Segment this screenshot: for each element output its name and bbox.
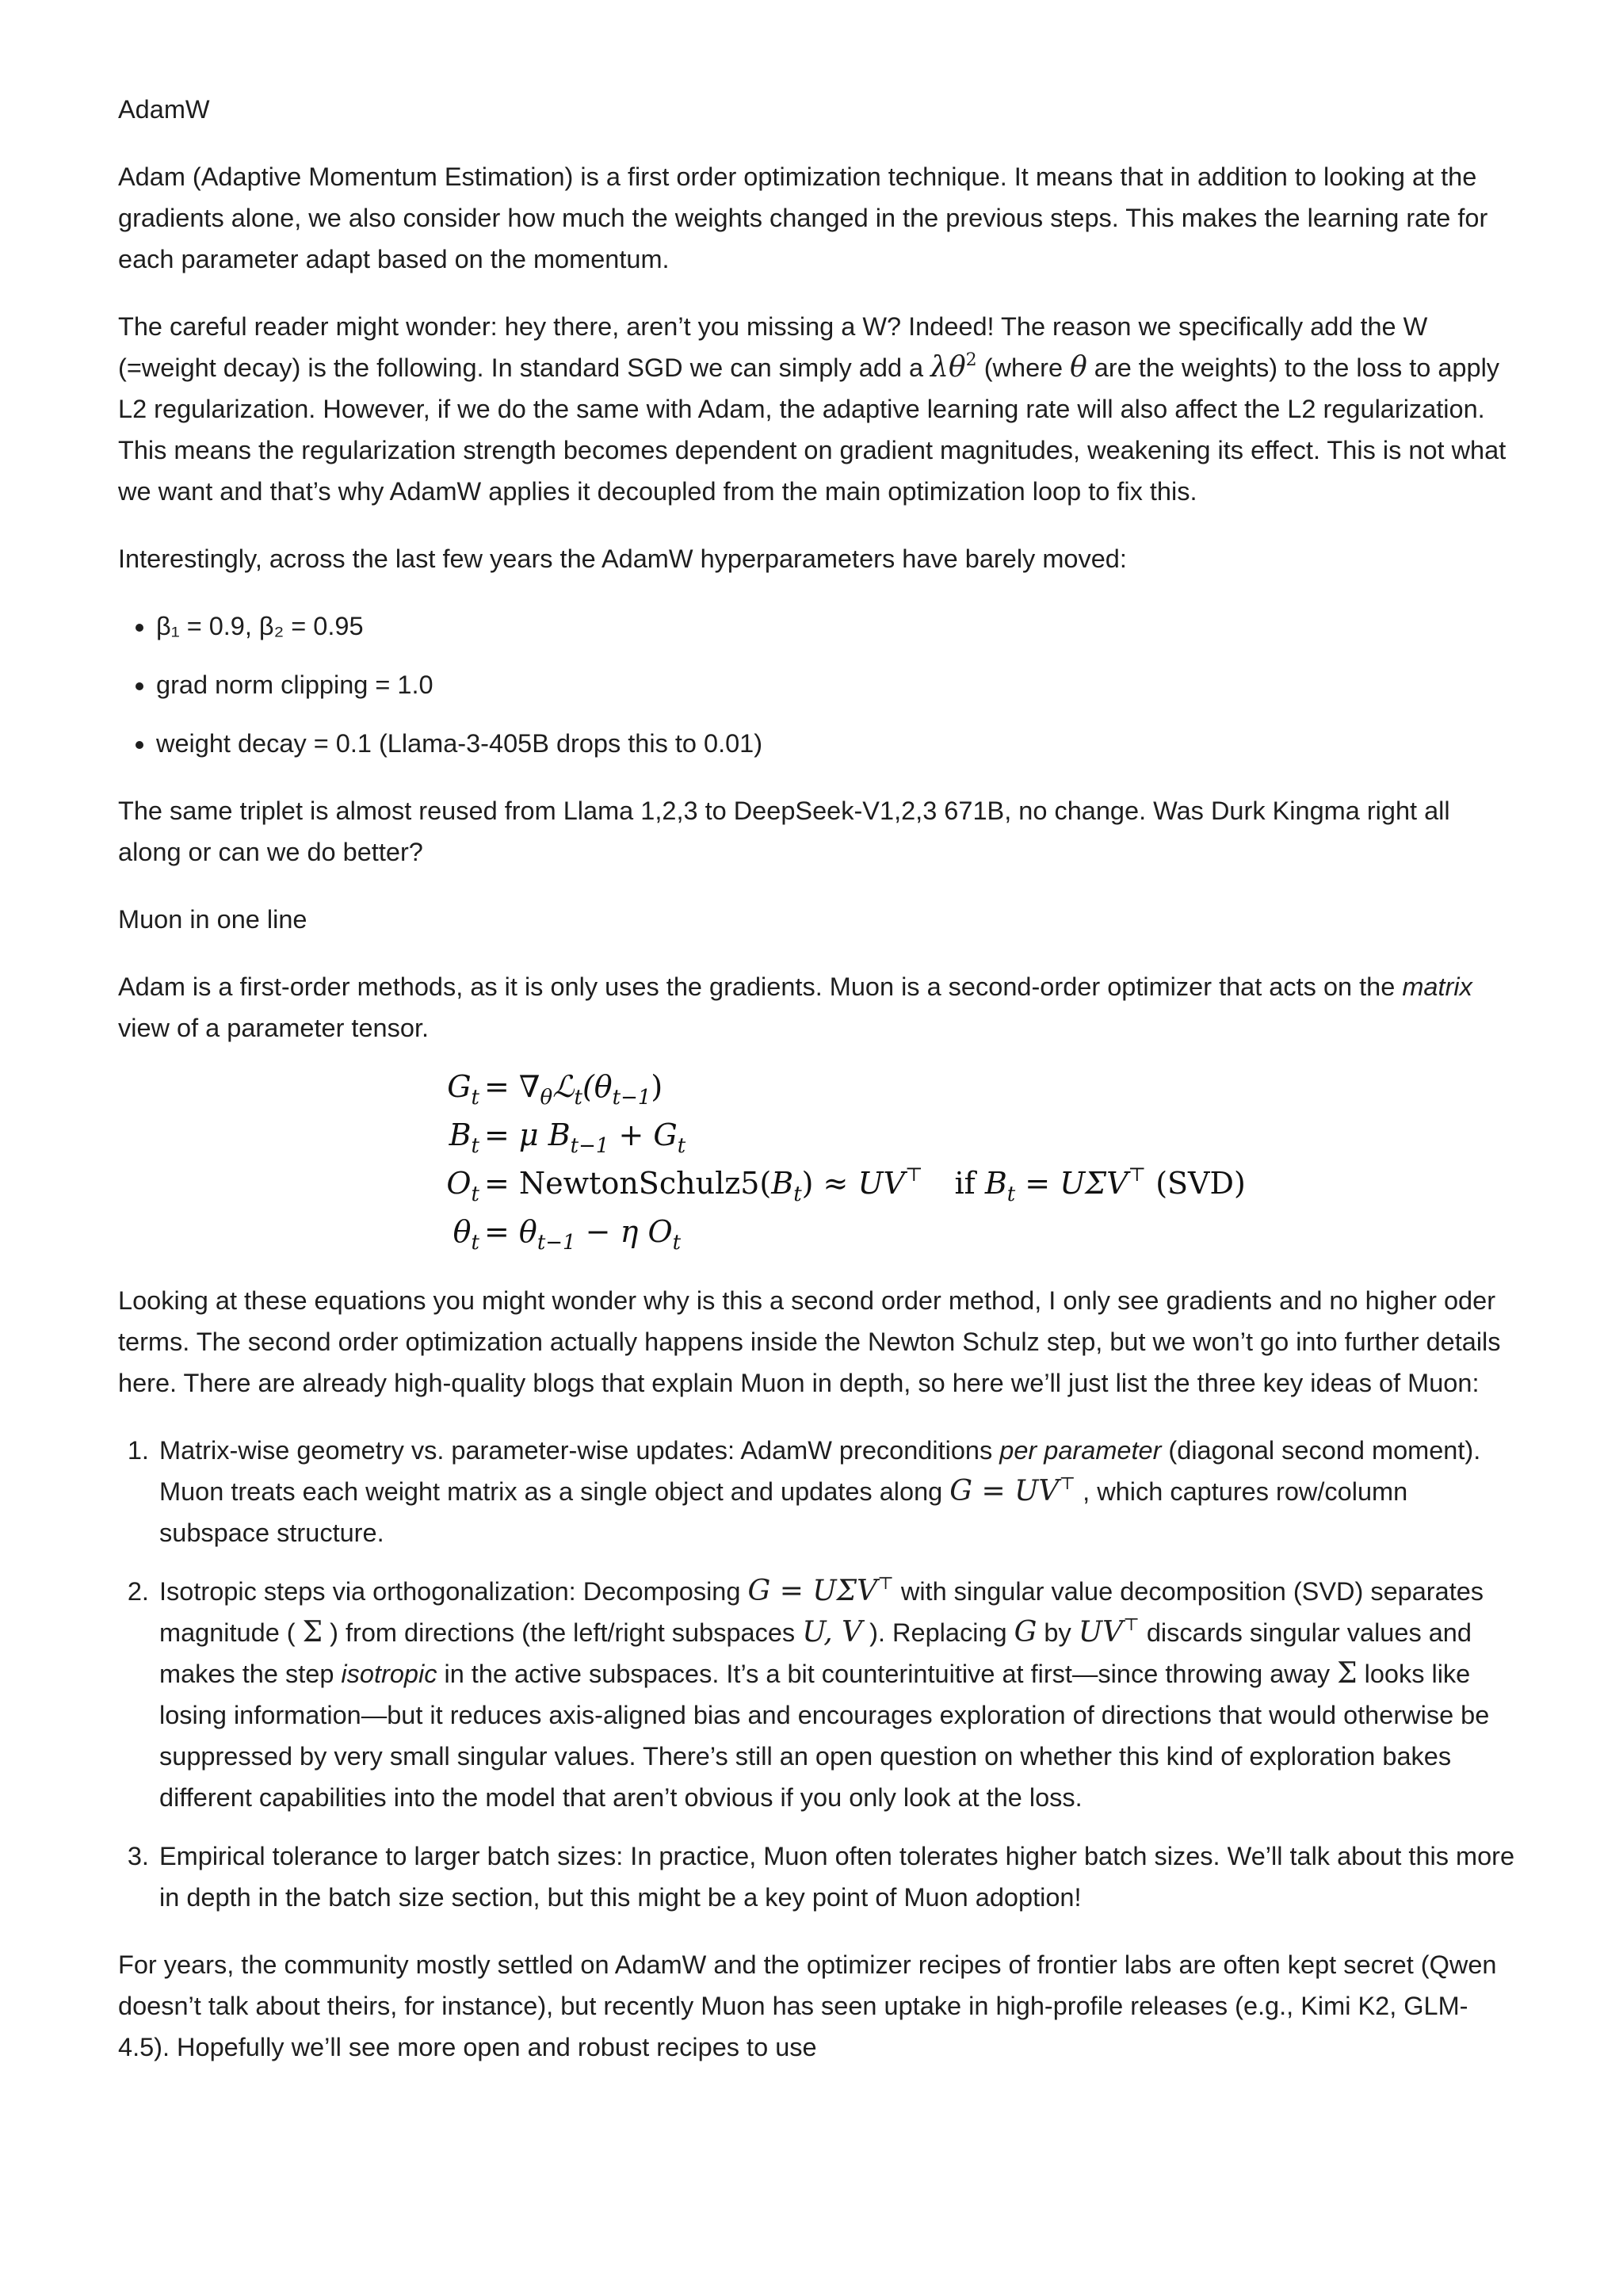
paragraph-hyperparams-intro: Interestingly, across the last few years the AdamW hyperparameters have barely moved:	[118, 544, 1127, 573]
text: looks like losing information—but it reduces axis-aligned bias and encourages exploration of directions that would otherwise be suppressed by very small singular values. There’s still an open question on whether this kind of exploration bakes different capabilities into the model that aren’t obvious if you only look at the loss.	[159, 1660, 1490, 1812]
subscript: t	[677, 1134, 686, 1158]
emphasis-isotropic: isotropic	[341, 1660, 437, 1688]
symbol: =	[484, 1117, 519, 1152]
subscript: t	[1006, 1182, 1016, 1206]
paragraph-adam-intro: Adam (Adaptive Momentum Estimation) is a first order optimization technique. It means that in addition to looking at the gradients alone, we also consider how much the weights changed in the previous steps. This makes the learning rate for each parameter adapt based on the momentum.	[118, 162, 1488, 273]
subscript: t	[471, 1134, 479, 1158]
text: Adam is a first-order methods, as it is only uses the gradients. Muon is a second-order optimizer that acts on the	[118, 972, 1403, 1001]
symbol: UΣV	[1060, 1166, 1128, 1201]
emphasis-per-parameter: per parameter	[999, 1436, 1162, 1465]
section-title-adamw: AdamW	[118, 95, 210, 124]
math-text: G = UΣV	[747, 1575, 878, 1607]
equation-lhs	[426, 1063, 479, 1111]
symbol: O	[446, 1166, 472, 1201]
subscript: t	[471, 1182, 479, 1206]
text: , which captures row/column subspace structure.	[159, 1477, 1408, 1547]
text: Isotropic steps via orthogonalization: Decomposing	[159, 1577, 748, 1606]
symbol: )	[801, 1166, 814, 1201]
key-ideas-list	[118, 1430, 1518, 1918]
equation-rhs	[479, 1159, 1246, 1208]
text: (diagonal second moment). Muon treats each weight matrix as a single object and updates along	[159, 1436, 1481, 1506]
equation-lhs	[426, 1159, 479, 1208]
symbol: B	[984, 1166, 1007, 1201]
text: The careful reader might wonder: hey there, aren’t you missing a W? Indeed! The reason we specifically add the W (=weight decay) is the following. In standard SGD we can simply add a	[118, 312, 1428, 382]
math-superscript: 2	[965, 350, 977, 370]
symbol: =	[1015, 1166, 1060, 1201]
symbol: if	[954, 1166, 985, 1201]
subscript: t	[471, 1086, 479, 1110]
equation-rhs	[479, 1111, 685, 1159]
equation-row-update	[426, 1208, 1518, 1256]
subscript: t	[574, 1086, 582, 1110]
symbol: )	[651, 1069, 663, 1104]
equation-rhs	[479, 1208, 681, 1256]
list-item: • weight decay = 0.1 (Llama-3-405B drops this to 0.01)	[156, 723, 1518, 764]
math-text: λθ	[930, 351, 966, 384]
symbol: θ	[453, 1214, 472, 1249]
text: ) from directions (the left/right subspaces	[323, 1618, 803, 1647]
list-item-batch-tolerance: 3. Empirical tolerance to larger batch sizes: In practice, Muon often tolerates higher batch sizes. We’ll talk about this more in depth in the batch size section, but this might be a key point of Muon adoption!	[156, 1836, 1518, 1918]
list-item-isotropic-steps	[156, 1571, 1518, 1818]
subscript: t−1	[612, 1086, 651, 1110]
paragraph-muon-intro	[118, 966, 1518, 1049]
equation-row-gradient	[426, 1063, 1518, 1111]
text: with singular value decomposition (SVD) separates magnitude (	[159, 1577, 1484, 1647]
math-g: G	[1014, 1616, 1037, 1648]
superscript: ⊤	[1128, 1163, 1147, 1186]
symbol: G	[653, 1117, 678, 1152]
math-superscript: ⊤	[1059, 1474, 1076, 1494]
text: ). Replacing	[862, 1618, 1014, 1647]
math-superscript: ⊤	[1123, 1615, 1140, 1635]
symbol: ≈	[813, 1166, 858, 1201]
math-u-v: U, V	[802, 1616, 863, 1648]
symbol: μ B	[518, 1117, 571, 1152]
equation-lhs	[426, 1111, 479, 1159]
math-g-equals-uv	[949, 1475, 1075, 1507]
equation-row-orthogonalize	[426, 1159, 1518, 1208]
subscript: t−1	[537, 1231, 576, 1255]
symbol: θ	[518, 1214, 537, 1249]
symbol: = NewtonSchulz5(	[484, 1166, 772, 1201]
subscript: t−1	[570, 1134, 609, 1158]
paragraph-second-order: Looking at these equations you might wonder why is this a second order method, I only see gradients and no higher oder terms. The second order optimization actually happens inside the Newton Schulz step, but we won’t go into further details here. There are already high-quality blogs that explain Muon in depth, so here we’ll just list the three key ideas of Muon:	[118, 1286, 1501, 1397]
symbol: G	[447, 1069, 472, 1104]
text: (where	[976, 353, 1071, 382]
symbol: =	[484, 1214, 519, 1249]
symbol: B	[771, 1166, 794, 1201]
symbol: (θ	[582, 1069, 613, 1104]
equation-rhs	[479, 1063, 663, 1111]
symbol: ℒ	[552, 1069, 575, 1104]
subscript: t	[793, 1182, 802, 1206]
subscript: θ	[540, 1086, 553, 1110]
text: discards singular values and makes the step	[159, 1618, 1472, 1688]
math-sigma: Σ	[1337, 1657, 1358, 1690]
symbol: (SVD)	[1146, 1166, 1246, 1201]
symbol: UV	[857, 1166, 905, 1201]
superscript: ⊤	[904, 1163, 923, 1186]
math-uv-transpose	[1079, 1616, 1140, 1648]
list-item: • grad norm clipping = 1.0	[156, 664, 1518, 705]
section-title-muon: Muon in one line	[118, 905, 307, 934]
symbol: = ∇	[484, 1069, 540, 1104]
text: by	[1037, 1618, 1079, 1647]
math-lambda-theta-squared	[930, 351, 977, 384]
muon-equations	[118, 1063, 1518, 1256]
math-text: G = UV	[949, 1475, 1060, 1507]
list-item-matrix-geometry	[156, 1430, 1518, 1553]
paragraph-conclusion: For years, the community mostly settled on AdamW and the optimizer recipes of frontier labs are often kept secret (Qwen doesn’t talk about theirs, for instance), but recently Muon has seen uptake in high-profile releases (e.g., Kimi K2, GLM-4.5). Hopefully we’ll see more open and robust recipes to use	[118, 1950, 1497, 2061]
paragraph-weight-decay	[118, 306, 1518, 512]
text: Matrix-wise geometry vs. parameter-wise updates: AdamW preconditions	[159, 1436, 1000, 1465]
hyperparameter-list	[118, 606, 1518, 764]
subscript: t	[471, 1231, 479, 1255]
math-svd	[748, 1575, 894, 1607]
text: are the weights) to the loss to apply L2 regularization. However, if we do the same with Adam, the adaptive learning rate will also affect the L2 regularization. This means the regularization strength becomes dependent on gradient magnitudes, weakening its effect. This is not what we want and that’s why AdamW applies it decoupled from the main optimization loop to fix this.	[118, 353, 1507, 506]
subscript: t	[672, 1231, 682, 1255]
text: in the active subspaces. It’s a bit counterintuitive at first—since throwing away	[437, 1660, 1338, 1688]
symbol: +	[609, 1117, 654, 1152]
math-sigma: Σ	[302, 1616, 323, 1648]
equation-row-momentum	[426, 1111, 1518, 1159]
equation-lhs	[426, 1208, 479, 1256]
paragraph-triplet: The same triplet is almost reused from Llama 1,2,3 to DeepSeek-V1,2,3 671B, no change. Was Durk Kingma right all along or can we do better?	[118, 797, 1450, 866]
text: view of a parameter tensor.	[118, 1014, 429, 1042]
list-item: • β₁ = 0.9, β₂ = 0.95	[156, 606, 1518, 647]
symbol: η O	[620, 1214, 673, 1249]
math-theta: θ	[1070, 351, 1087, 384]
emphasis-matrix: matrix	[1402, 972, 1472, 1001]
symbol: −	[575, 1214, 621, 1249]
math-superscript: ⊤	[877, 1574, 894, 1594]
symbol: B	[449, 1117, 472, 1152]
math-text: UV	[1078, 1616, 1124, 1648]
